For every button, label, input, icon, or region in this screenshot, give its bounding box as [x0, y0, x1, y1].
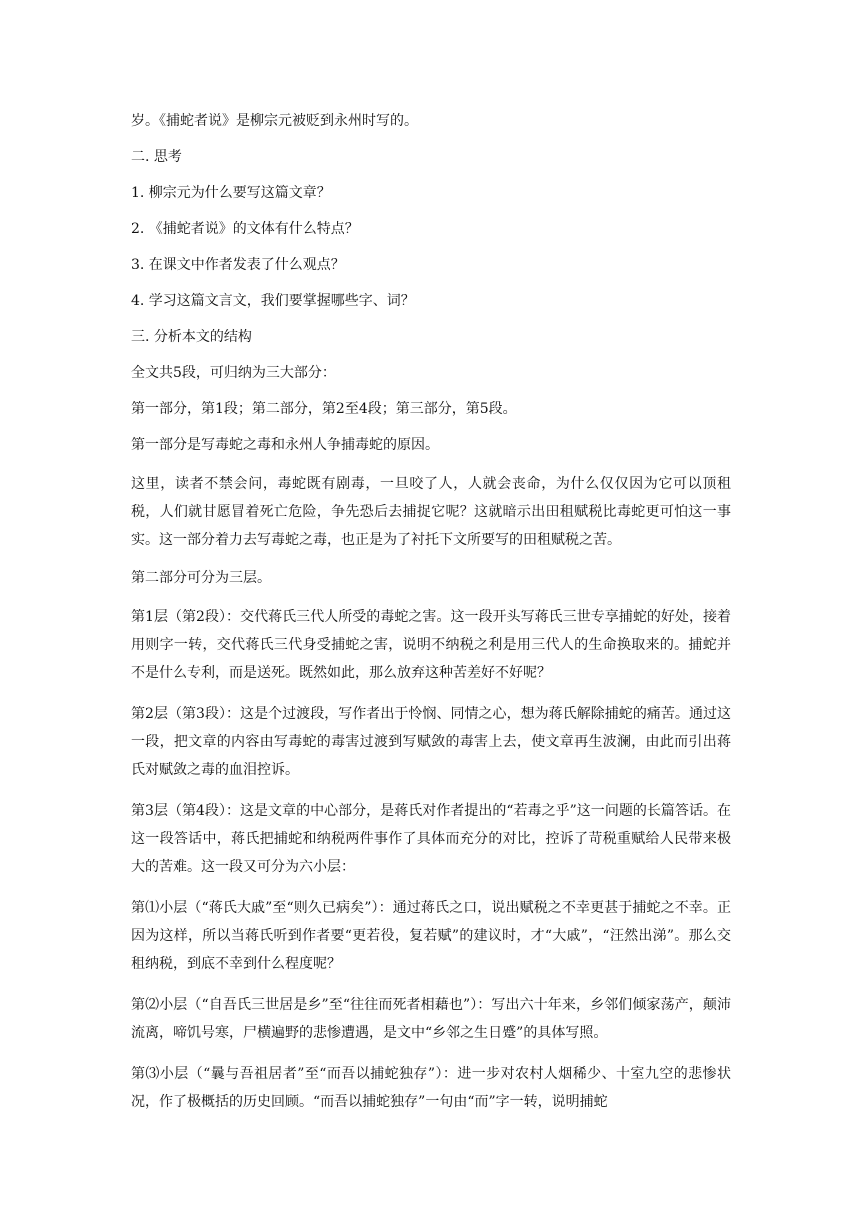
- paragraph: 全文共5段，可归纳为三大部分：: [131, 365, 336, 381]
- paragraph: 第⑶小层（“曩与吾祖居者”至“而吾以捕蛇独存”）：进一步对农村人烟稀少、十室九空的悲惨状况，作了极概括的历史回顾。“而吾以捕蛇独存”一句由“而”字一转，说明捕蛇: [131, 1066, 731, 1110]
- list-item: 2. 《捕蛇者说》的文体有什么特点？: [131, 221, 359, 237]
- paragraph: 第⑴小层（“蒋氏大戚”至“则久已病矣”）：通过蒋氏之口，说出赋税之不幸更甚于捕蛇之不幸。正因为这样，所以当蒋氏听到作者要“更若役，复若赋”的建议时，才“大戚”，“汪然出涕”。那么交租纳税，到底不幸到什么程度呢？: [131, 900, 731, 972]
- paragraph: 岁。《捕蛇者说》是柳宗元被贬到永州时写的。: [131, 113, 418, 129]
- paragraph: 第3层（第4段）：这是文章的中心部分，是蒋氏对作者提出的“若毒之乎”这一问题的长篇答话。在这一段答话中，蒋氏把捕蛇和纳税两件事作了具体而充分的对比，控诉了苛税重赋给人民带来极大的苦难。这一段又可分为六小层：: [131, 803, 731, 875]
- paragraph: 第一部分是写毒蛇之毒和永州人争捕毒蛇的原因。: [131, 437, 439, 453]
- document-page: [131, 110, 731, 1129]
- list-item: 4. 学习这篇文言文，我们要掌握哪些字、词？: [131, 293, 415, 309]
- paragraph: 第一部分，第1段；第二部分，第2至4段；第三部分，第5段。: [131, 401, 517, 417]
- list-item: 1. 柳宗元为什么要写这篇文章？: [131, 185, 331, 201]
- list-item: 3. 在课文中作者发表了什么观点？: [131, 257, 345, 273]
- paragraph: 第⑵小层（“自吾氏三世居是乡”至“往往而死者相藉也”）：写出六十年来，乡邻们倾家荡产，颠沛流离，啼饥号寒，尸横遍野的悲惨遭遇，是文中“乡邻之生日蹙”的具体写照。: [131, 997, 731, 1041]
- paragraph: 第2层（第3段）：这是个过渡段，写作者出于怜悯、同情之心，想为蒋氏解除捕蛇的痛苦。通过这一段，把文章的内容由写毒蛇的毒害过渡到写赋敛的毒害上去，使文章再生波澜，由此而引出蒋氏对赋敛之毒的血泪控诉。: [131, 706, 731, 778]
- paragraph: 第二部分可分为三层。: [131, 570, 271, 586]
- paragraph: 这里，读者不禁会问，毒蛇既有剧毒，一旦咬了人，人就会丧命，为什么仅仅因为它可以顶租税，人们就甘愿冒着死亡危险，争先恐后去捕捉它呢？这就暗示出田租赋税比毒蛇更可怕这一事实。这一部分着力去写毒蛇之毒，也正是为了衬托下文所要写的田租赋税之苦。: [131, 476, 731, 548]
- paragraph: 第1层（第2段）：交代蒋氏三代人所受的毒蛇之害。这一段开头写蒋氏三世专享捕蛇的好处，接着用则字一转，交代蒋氏三代身受捕蛇之害，说明不纳税之利是用三代人的生命换取来的。捕蛇并不是什么专利，而是送死。既然如此，那么放弃这种苦差好不好呢？: [131, 609, 731, 681]
- section-heading: 二. 思考: [131, 149, 182, 165]
- section-heading: 三. 分析本文的结构: [131, 329, 252, 345]
